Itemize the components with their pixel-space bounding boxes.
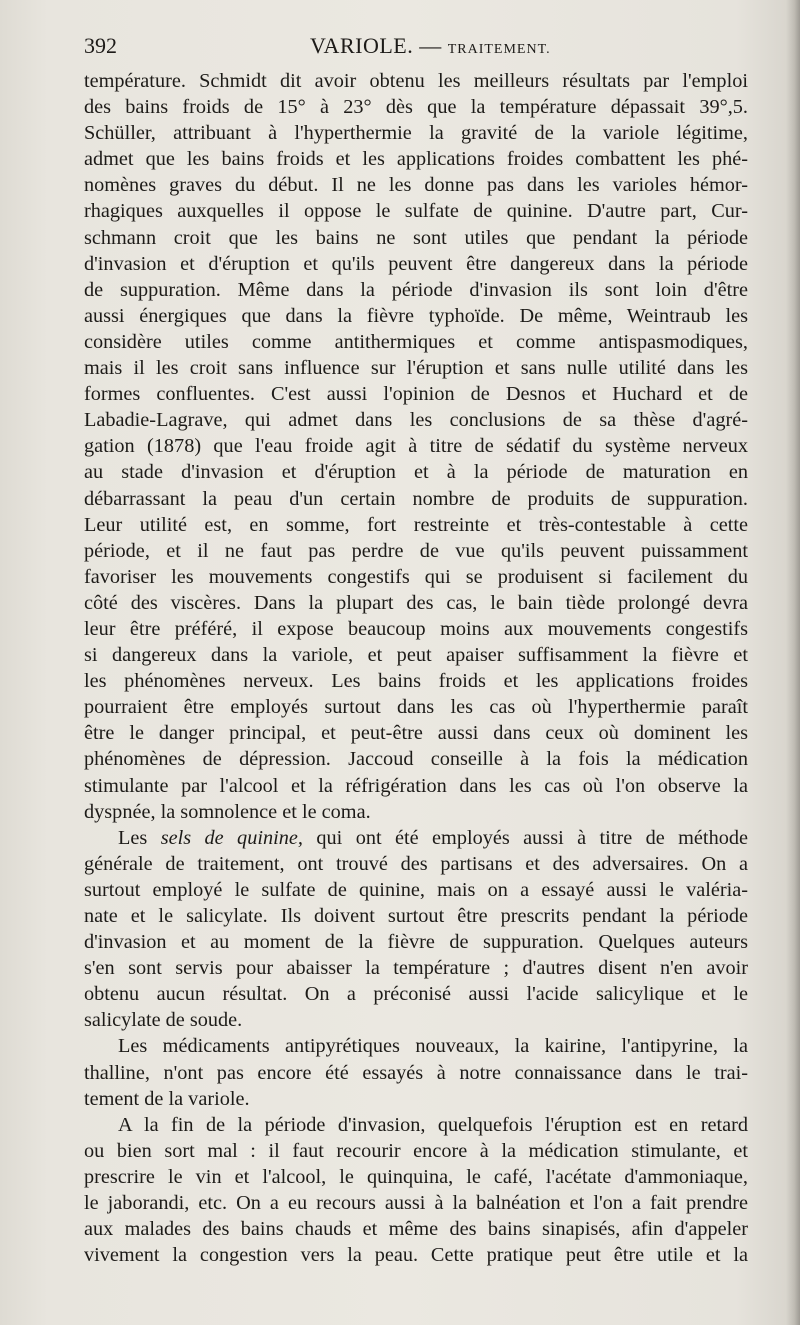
text-line: salicylate de soude.	[84, 1009, 243, 1032]
text-line: générale de traitement, ont trouvé des partisans et des adversaires. On a	[84, 852, 748, 875]
text-line: période, et il ne faut pas perdre de vue qu'ils peuvent puissamment	[84, 539, 748, 562]
text-line	[84, 825, 748, 851]
text-line: mais il les croit sans influence sur l'éruption et sans nulle utilité dans les	[84, 357, 748, 380]
text-line: température. Schmidt dit avoir obtenu les meilleurs résultats par l'emploi	[84, 70, 748, 92]
text-line: surtout employé le sulfate de quinine, mais on a essayé aussi le valéria-	[84, 878, 748, 901]
text-line: d'invasion et au moment de la fièvre de suppuration. Quelques auteurs	[84, 931, 748, 954]
para2-start: Les	[118, 826, 161, 849]
text-line: au stade d'invasion et d'éruption et à la période de maturation en	[84, 461, 748, 484]
text-line: Labadie-Lagrave, qui admet dans les conclusions de sa thèse d'agré-	[84, 409, 748, 432]
running-title	[310, 33, 551, 59]
text-line: le jaborandi, etc. On a eu recours aussi à la balnéation et l'on a fait prendre	[84, 1192, 748, 1215]
text-line: considère utiles comme antithermiques et comme antispasmodiques,	[84, 330, 748, 353]
text-line: Leur utilité est, en somme, fort restreinte et très-contestable à cette	[84, 513, 748, 536]
para2-rest: qui ont été employés aussi à titre de méthode	[302, 826, 748, 849]
text-line: nate et le salicylate. Ils doivent surtout être prescrits pendant la période	[84, 905, 748, 927]
text-line: débarrassant la peau d'un certain nombre de produits de suppuration.	[84, 487, 748, 510]
text-line: s'en sont servis pour abaisser la température ; d'autres disent n'en avoir	[84, 957, 748, 980]
body-text	[84, 68, 748, 1268]
text-line: admet que les bains froids et les applications froides combattent les phé-	[84, 148, 748, 171]
text-line: formes confluentes. C'est aussi l'opinion de Desnos et Huchard et de	[84, 383, 748, 406]
text-line: des bains froids de 15° à 23° dès que la température dépassait 39°,5.	[84, 96, 748, 119]
italic-term: sels de quinine,	[160, 826, 303, 849]
text-line: côté des viscères. Dans la plupart des cas, le bain tiède prolongé devra	[84, 591, 748, 614]
text-line: les phénomènes nerveux. Les bains froids et les applications froides	[84, 670, 748, 693]
text-line: tement de la variole.	[84, 1087, 250, 1110]
text-line: Schüller, attribuant à l'hyperthermie la gravité de la variole légitime,	[84, 122, 748, 145]
text-line: gation (1878) que l'eau froide agit à titre de sédatif du système nerveux	[84, 435, 748, 458]
chapter-title: VARIOLE.	[310, 33, 414, 58]
text-line: A la fin de la période d'invasion, quelquefois l'éruption est en retard	[118, 1113, 748, 1136]
text-line: être le danger principal, et peut-être aussi dans ceux où dominent les	[84, 722, 748, 745]
text-line: aux malades des bains chauds et même des bains sinapisés, afin d'appeler	[84, 1218, 748, 1241]
text-line: d'invasion et d'éruption et qu'ils peuvent être dangereux dans la période	[84, 252, 748, 275]
section-title: TRAITEMENT.	[447, 42, 551, 57]
text-line: schmann croit que les bains ne sont utiles que pendant la période	[84, 226, 748, 249]
text-line: obtenu aucun résultat. On a préconisé aussi l'acide salicylique et le	[84, 983, 748, 1006]
running-head	[84, 33, 748, 63]
page-number: 392	[84, 33, 117, 58]
text-line: leur être préféré, il expose beaucoup moins aux mouvements congestifs	[84, 617, 748, 640]
text-line: si dangereux dans la variole, et peut apaiser suffisamment la fièvre et	[84, 644, 748, 667]
text-line: dyspnée, la somnolence et le coma.	[84, 800, 371, 823]
text-line: rhagiques auxquelles il oppose le sulfate de quinine. D'autre part, Cur-	[84, 200, 748, 223]
text-line: Les médicaments antipyrétiques nouveaux, la kairine, l'antipyrine, la	[118, 1035, 748, 1058]
text-line: favoriser les mouvements congestifs qui se produisent si facilement du	[84, 565, 748, 588]
title-separator: —	[419, 33, 442, 58]
text-line: nomènes graves du début. Il ne les donne pas dans les varioles hémor-	[84, 174, 748, 197]
text-line: vivement la congestion vers la peau. Cette pratique peut être utile et la	[84, 1244, 748, 1267]
text-line: thalline, n'ont pas encore été essayés à notre connaissance dans le trai-	[84, 1061, 748, 1084]
text-line: aussi énergiques que dans la fièvre typhoïde. De même, Weintraub les	[84, 304, 748, 327]
text-line: ou bien sort mal : il faut recourir encore à la médication stimulante, et	[84, 1139, 748, 1162]
text-line: de suppuration. Même dans la période d'invasion ils sont loin d'être	[84, 278, 748, 301]
text-line: stimulante par l'alcool et la réfrigération dans les cas où l'on observe la	[84, 774, 748, 797]
text-line: phénomènes de dépression. Jaccoud conseille à la fois la médication	[84, 748, 748, 771]
text-line: prescrire le vin et l'alcool, le quinquina, le café, l'acétate d'ammoniaque,	[84, 1165, 748, 1188]
text-line: pourraient être employés surtout dans les cas où l'hyperthermie paraît	[84, 696, 748, 719]
page-edge-shadow	[786, 0, 800, 1325]
